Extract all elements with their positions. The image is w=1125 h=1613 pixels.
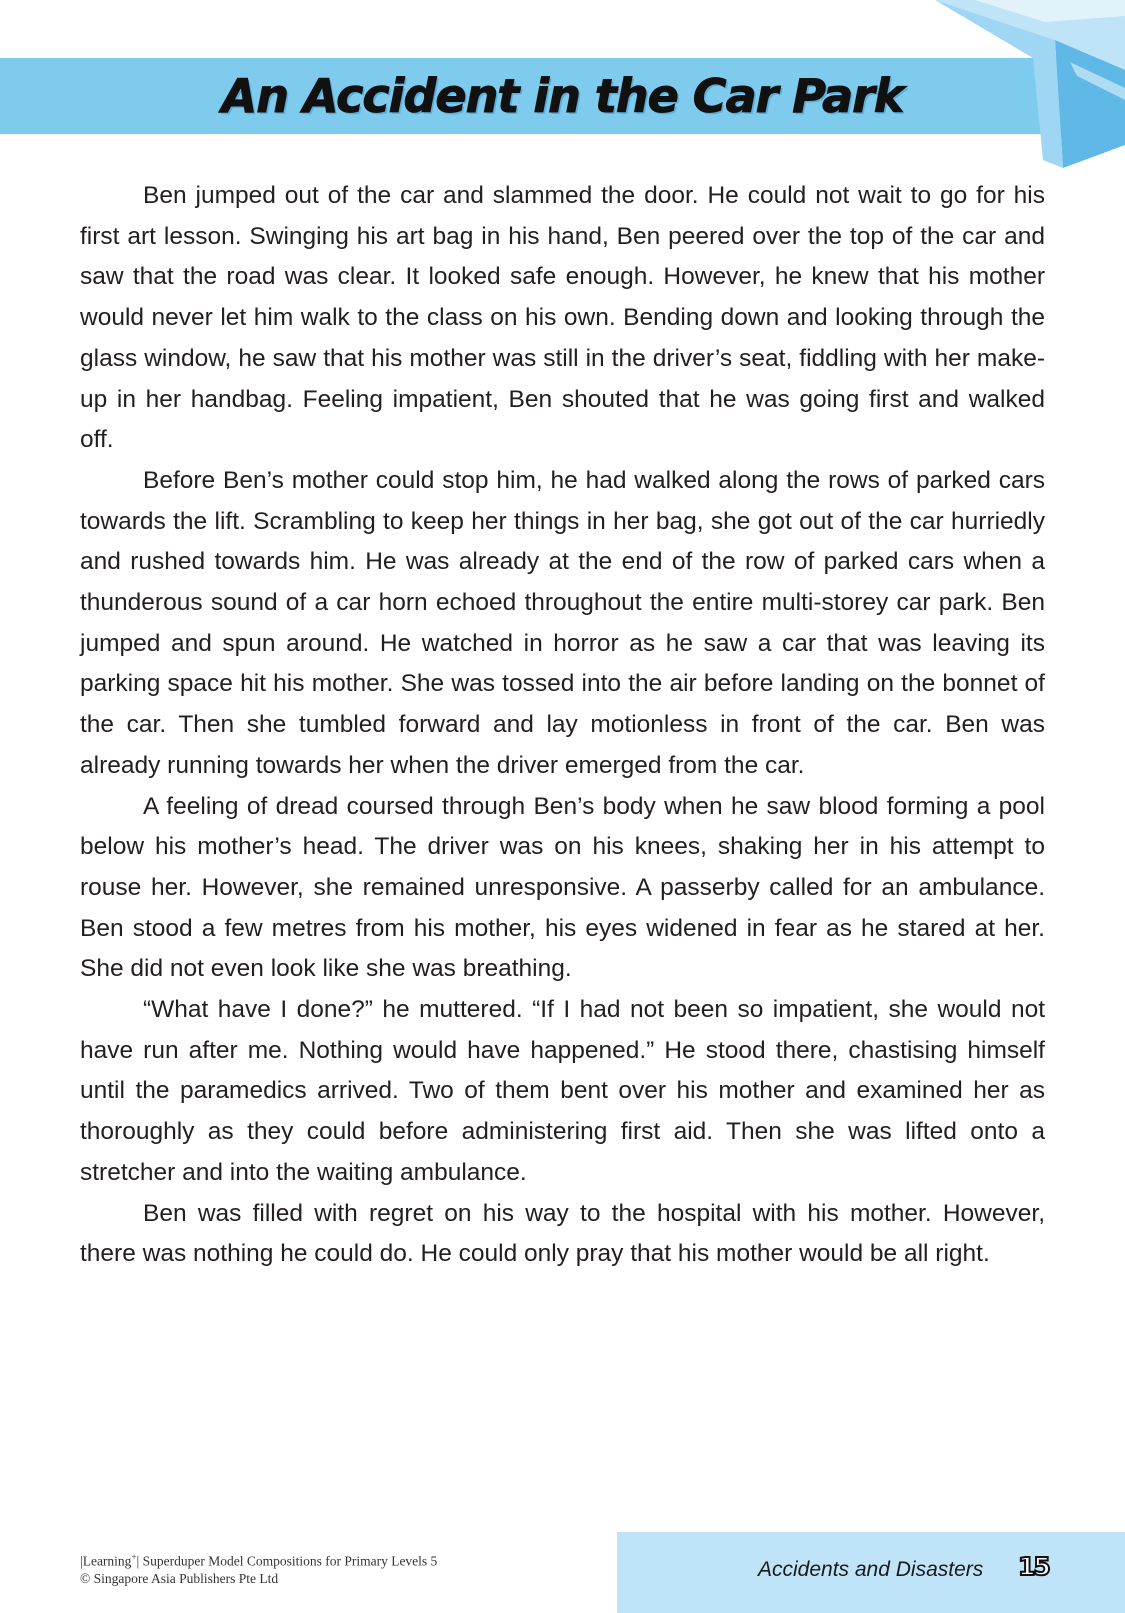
page-title: An Accident in the Car Park bbox=[221, 69, 904, 123]
brand-name: |Learning bbox=[80, 1553, 132, 1569]
brand-plus: + bbox=[131, 1552, 137, 1562]
book-title-line bbox=[80, 1549, 437, 1570]
article-body bbox=[80, 176, 1045, 1275]
paragraph: A feeling of dread coursed through Ben’s body when he saw blood forming a pool below his mother’s head. The driver was on his knees, shaking her in his attempt to rouse her. However, she remained unresponsive. A passerby called for an ambulance. Ben stood a few metres from his mother, his eyes widened in fear as he stared at her. She did not even look like she was breathing. bbox=[80, 792, 1045, 983]
paragraph: Ben was filled with regret on his way to the hospital with his mother. However, there was nothing he could do. He could only pray that his mother would be all right. bbox=[80, 1199, 1045, 1268]
publisher-credit bbox=[80, 1549, 437, 1587]
paragraph: Ben jumped out of the car and slammed the door. He could not wait to go for his first art lesson. Swinging his art bag in his hand, Ben peered over the top of the car and saw that the road was clear. It looked safe enough. However, he knew that his mother would never let him walk to the class on his own. Bending down and looking through the glass window, he saw that his mother was still in the driver’s seat, fiddling with her make-up in her handbag. Feeling impatient, Ben shouted that he was going first and walked off. bbox=[80, 182, 1045, 454]
page-number: 15 bbox=[1018, 1552, 1049, 1581]
copyright-line: © Singapore Asia Publishers Pte Ltd bbox=[80, 1570, 279, 1586]
cube-corner-icon bbox=[935, 0, 1125, 175]
paragraph: Before Ben’s mother could stop him, he had walked along the rows of parked cars towards the lift. Scrambling to keep her things in her bag, she got out of the car hurriedly and rushed towards him. He was already at the end of the row of parked cars when a thunderous sound of a car horn echoed throughout the entire multi-storey car park. Ben jumped and spun around. He watched in horror as he saw a car that was leaving its parking space hit his mother. She was tossed into the air before landing on the bonnet of the car. Then she tumbled forward and lay motionless in front of the car. Ben was already running towards her when the driver emerged from the car. bbox=[80, 466, 1045, 779]
paragraph: “What have I done?” he muttered. “If I had not been so impatient, she would not have run after me. Nothing would have happened.” He stood there, chastising himself until the paramedics arrived. Two of them bent over his mother and examined her as thoroughly as they could before administering first aid. Then she was lifted onto a stretcher and into the waiting ambulance. bbox=[80, 996, 1045, 1186]
book-title: | Superduper Model Compositions for Primary Levels 5 bbox=[136, 1553, 438, 1569]
section-name: Accidents and Disasters bbox=[758, 1558, 984, 1581]
